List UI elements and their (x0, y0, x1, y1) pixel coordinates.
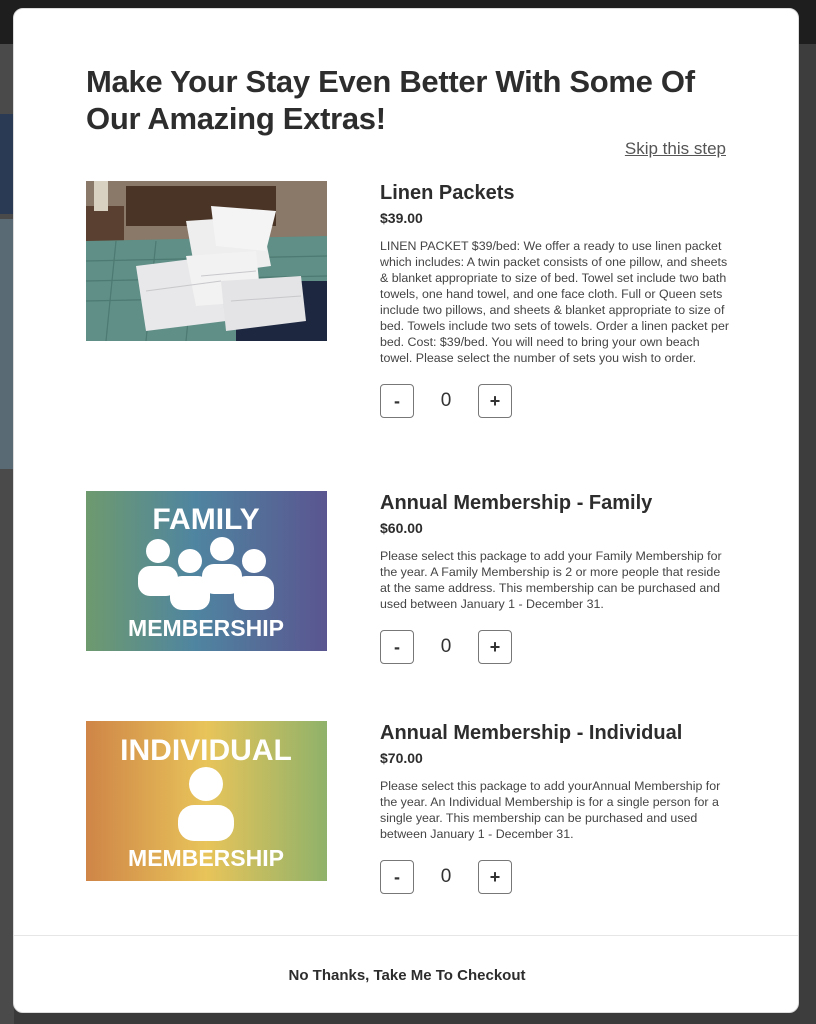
checkout-button[interactable]: No Thanks, Take Me To Checkout (288, 967, 526, 984)
item-description: Please select this package to add yourAnnual Membership for the year. An Individual Membership is for a single person for a single year. This membership can be purchased and used between January 1 - December 31. (380, 779, 721, 841)
item-price: $39.00 (380, 210, 423, 226)
background-page-right (800, 44, 816, 1024)
extras-modal (13, 8, 799, 1013)
individual-membership-details (380, 721, 730, 896)
item-price: $60.00 (380, 520, 423, 536)
linen-packets-photo (86, 181, 327, 341)
quantity-value: 0 (440, 636, 452, 657)
family-image-top-text: FAMILY (152, 503, 260, 536)
quantity-stepper (380, 860, 730, 896)
family-membership-details (380, 491, 730, 666)
modal-title: Make Your Stay Even Better With Some Of Our Amazing Extras! (86, 64, 695, 136)
individual-image-bottom-text: MEMBERSHIP (128, 845, 284, 871)
item-name: Annual Membership - Individual (380, 722, 683, 744)
family-image-bottom-text: MEMBERSHIP (128, 615, 284, 641)
individual-image-top-text: INDIVIDUAL (120, 734, 292, 767)
item-name: Linen Packets (380, 182, 515, 204)
quantity-value: 0 (440, 866, 452, 887)
footer-divider (14, 935, 799, 936)
quantity-value: 0 (440, 390, 452, 411)
quantity-stepper (380, 630, 730, 666)
item-description: LINEN PACKET $39/bed: We offer a ready to use linen packet which includes: A twin packet consists of one pillow, and sheets & blanket appropriate to size of bed. Towel set include two bath towels, one hand towel, and one face cloth. Full or Queen sets include two pillows, and sheets & blanket appropriate to size of bed. Towels include two sets of towels. Order a linen packet per bed. Cost: $39/bed. You will need to bring your own beach towel. Please select the number of sets you wish to order. (380, 239, 729, 365)
quantity-stepper (380, 384, 730, 420)
increase-quantity-button[interactable]: + (478, 630, 512, 664)
item-name: Annual Membership - Family (380, 492, 653, 514)
increase-quantity-button[interactable]: + (478, 384, 512, 418)
decrease-quantity-button[interactable]: - (380, 384, 414, 418)
skip-step-link[interactable]: Skip this step (624, 139, 726, 158)
individual-membership-image (86, 721, 327, 881)
family-membership-image (86, 491, 327, 651)
item-price: $70.00 (380, 750, 423, 766)
decrease-quantity-button[interactable]: - (380, 630, 414, 664)
increase-quantity-button[interactable]: + (478, 860, 512, 894)
linen-packets-details (380, 181, 730, 420)
background-page-left (0, 44, 14, 1024)
decrease-quantity-button[interactable]: - (380, 860, 414, 894)
item-description: Please select this package to add your Family Membership for the year. A Family Membership is 2 or more people that reside at the same address. This membership can be purchased and used between January 1 - December 31. (380, 549, 722, 611)
